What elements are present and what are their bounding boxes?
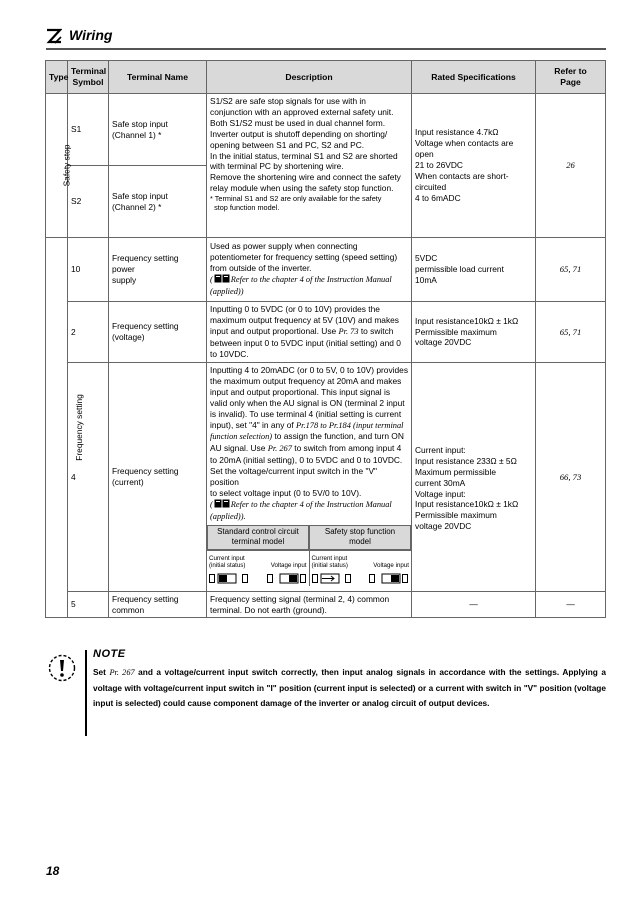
symbol-4: 4 xyxy=(68,363,109,592)
col-description: Description xyxy=(207,61,412,94)
switch-voltage-position-icon xyxy=(267,573,307,584)
caution-exclamation-icon xyxy=(48,654,76,682)
table-row-5 xyxy=(46,592,606,618)
col-terminal-symbol: Terminal Symbol xyxy=(68,61,109,94)
switch-voltage-position-icon xyxy=(369,573,409,584)
name-s2: Safe stop input (Channel 2) * xyxy=(109,166,207,238)
section-title: Wiring xyxy=(69,27,113,43)
rated-2: Input resistance10kΩ ± 1kΩ Permissible maximum voltage 20VDC xyxy=(412,302,536,363)
table-header-row xyxy=(46,61,606,94)
symbol-10: 10 xyxy=(68,238,109,302)
symbol-s2: S2 xyxy=(68,166,109,238)
col-refer-to-page: Refer to Page xyxy=(536,61,606,94)
name-5: Frequency setting common xyxy=(109,592,207,618)
terminal-table xyxy=(45,60,606,618)
col-rated-specifications: Rated Specifications xyxy=(412,61,536,94)
table-row-4 xyxy=(46,363,606,592)
description-2: Inputting 0 to 5VDC (or 0 to 10V) provides the maximum output frequency at 5V (10V) and makes input and output proportional. Use Pr. 73 to switch between input 0 to 5VDC input (initial setting) and 0 to 10VDC. xyxy=(207,302,412,363)
switch-current-position-icon xyxy=(312,573,352,584)
col-type: Type xyxy=(46,61,68,94)
switch-diagram-standard xyxy=(207,551,309,586)
safety-footnote: * Terminal S1 and S2 are only available for the safety stop function model. xyxy=(210,194,382,213)
manual-book-icon xyxy=(214,274,230,283)
voltage-input-label: Voltage input xyxy=(373,562,409,570)
voltage-input-label: Voltage input xyxy=(270,562,307,570)
wiring-section-icon xyxy=(46,28,62,44)
manual-book-icon xyxy=(214,499,230,508)
rated-5: — xyxy=(412,592,536,618)
switch-header-standard: Standard control circuit terminal model xyxy=(207,525,309,550)
name-4: Frequency setting (current) xyxy=(109,363,207,592)
switch-diagram-safety xyxy=(309,551,412,586)
rated-safety-stop: Input resistance 4.7kΩ Voltage when contacts are open 21 to 26VDC When contacts are short- circuited 4 to 6mADC xyxy=(412,94,536,238)
description-5: Frequency setting signal (terminal 2, 4) common terminal. Do not earth (ground). xyxy=(207,592,412,618)
ref-10: 65, 71 xyxy=(536,238,606,302)
description-safety-stop: S1/S2 are safe stop signals for use with in conjunction with an approved external safety unit. Both S1/S2 must be used in dual channel form. Inverter output is shutoff depending on shorting/ opening between S1 and PC, S2 and PC. In the initial status, terminal S1 and S2 are shorted with terminal PC by shortening wire. Remove the shortening wire and connect the safety relay module when using the safety stop function. * Terminal S1 and S2 are only available for the safety stop function model. xyxy=(207,94,412,238)
rated-10: 5VDC permissible load current 10mA xyxy=(412,238,536,302)
header-rule xyxy=(46,48,606,50)
ref-4: 66, 73 xyxy=(536,363,606,592)
name-s1: Safe stop input (Channel 1) * xyxy=(109,94,207,166)
category-safety-stop: Safety stop xyxy=(46,94,68,238)
category-frequency-setting: Frequency setting xyxy=(46,238,68,618)
switch-header-safety: Safety stop function model xyxy=(309,525,411,550)
note-text: Set Pr. 267 and a voltage/current input switch correctly, then input analog signals in accordance with the settings. Applying a voltage with voltage/current input switch in "I" position (current input is selected) or a current with switch in "V" position (voltage input is selected) could cause component damage of the inverter or analog circuit of output devices. xyxy=(93,667,606,709)
note-box xyxy=(46,648,606,728)
switch-diagrams xyxy=(207,550,411,586)
symbol-5: 5 xyxy=(68,592,109,618)
description-10: Used as power supply when connecting potentiometer for frequency setting (speed setting) from outside of the inverter. ( Refer to the chapter 4 of the Instruction Manual (applied)) xyxy=(207,238,412,302)
symbol-2: 2 xyxy=(68,302,109,363)
table-row-2 xyxy=(46,302,606,363)
ref-5: — xyxy=(536,592,606,618)
description-4: Inputting 4 to 20mADC (or 0 to 5V, 0 to 10V) provides the maximum output frequency at 20mA and makes input and output proportional. This input signal is valid only when the AU signal is ON (terminal 2 input is invalid). To use terminal 4 (initial setting is current input), set "4" in any of Pr.178 to Pr.184 (input terminal function selection) to assign the function, and turn ON AU signal. Use Pr. 267 to switch from among input 4 to 20mA (initial setting), 0 to 5VDC and 0 to 10VDC. Set the voltage/current input switch in the "V" position to select voltage input (0 to 5V/0 to 10V). ( Refer to the chapter 4 of the Instruction Manual (applied)). Standard control circuit terminal model Safety stop function model Current input (initial status) Voltage input Current input (initial status) Voltage input xyxy=(207,363,412,592)
table-row-s1 xyxy=(46,94,606,166)
current-input-label: Current input (initial status) xyxy=(311,554,348,570)
table-row-10 xyxy=(46,238,606,302)
switch-header xyxy=(207,525,411,550)
symbol-s1: S1 xyxy=(68,94,109,166)
page-header xyxy=(46,26,606,48)
col-terminal-name: Terminal Name xyxy=(109,61,207,94)
note-label: NOTE xyxy=(93,648,126,660)
switch-current-position-icon xyxy=(209,573,249,584)
note-bar xyxy=(85,650,87,736)
page-number: 18 xyxy=(46,864,60,878)
name-2: Frequency setting (voltage) xyxy=(109,302,207,363)
name-10: Frequency setting power supply xyxy=(109,238,207,302)
current-input-label: Current input (initial status) xyxy=(209,554,246,570)
rated-4: Current input: Input resistance 233Ω ± 5Ω Maximum permissible current 30mA Voltage input: Input resistance10kΩ ± 1kΩ Permissible maximum voltage 20VDC xyxy=(412,363,536,592)
ref-safety-stop: 26 xyxy=(536,94,606,238)
ref-2: 65, 71 xyxy=(536,302,606,363)
